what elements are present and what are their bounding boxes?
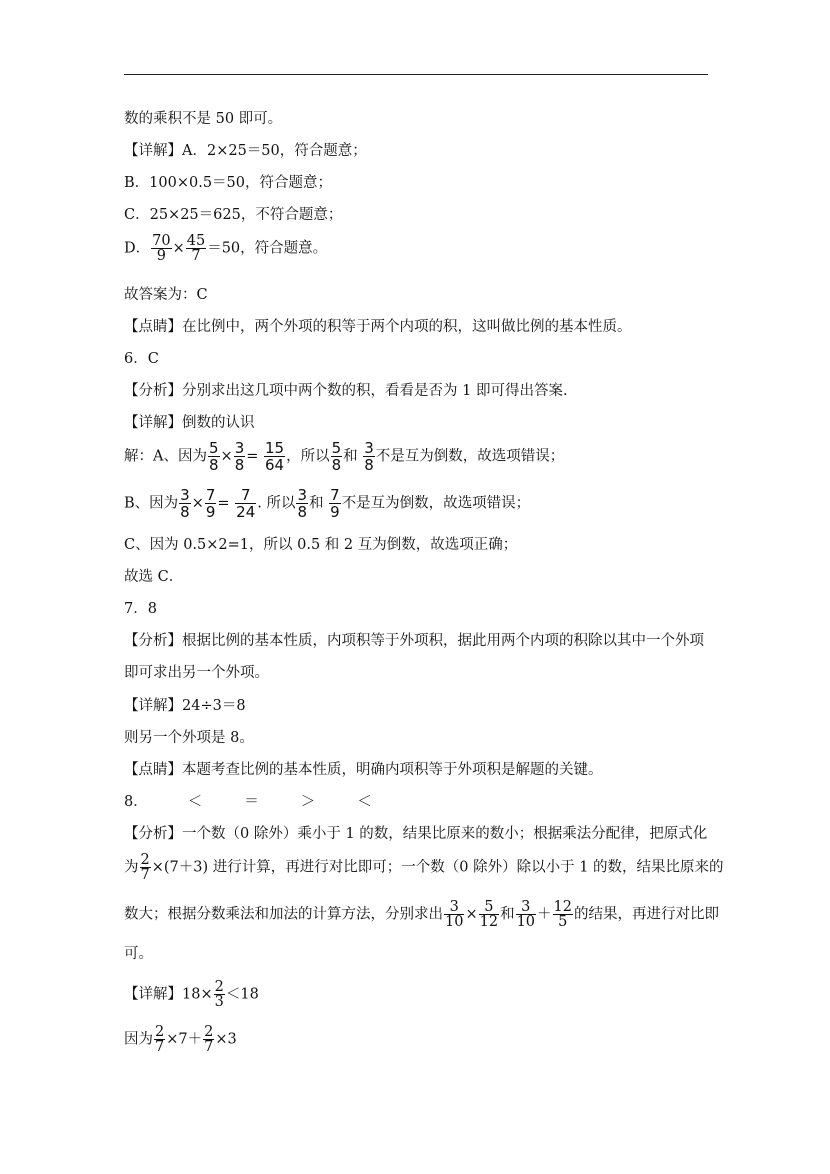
text-line-11: 解：A、因为 $\frac{5}{8}$ × $\frac{3}{8}$ = $\frac{15}{64}$ ，所以 $\frac{5}{8}$ 和 $\frac{3}{8}$ 不是互为倒数，故选项错误；	[124, 439, 565, 474]
text-line-22: 【分析】一个数（0 除外）乘小于 1 的数，结果比原来的数小；根据乘法分配律，把原式化	[124, 826, 708, 842]
text-line-4: C．25×25＝625，不符合题意；	[124, 207, 343, 223]
text-line-8: 6．C	[124, 351, 159, 367]
text-line-9: 【分析】分别求出这几项中两个数的积，看看是否为 1 即可得出答案.	[124, 383, 568, 399]
header-rule	[124, 74, 708, 75]
text-line-17: 即可求出另一个外项。	[124, 665, 269, 681]
text-line-3: B．100×0.5＝50，符合题意；	[124, 175, 332, 191]
text-line-15: 7．8	[124, 601, 157, 617]
text-line-20: 【点睛】本题考查比例的基本性质，明确内项积等于外项积是解题的关键。	[124, 762, 603, 778]
text-line-19: 则另一个外项是 8。	[124, 730, 254, 746]
text-line-16: 【分析】根据比例的基本性质，内项积等于外项积，据此用两个内项的积除以其中一个外项	[124, 633, 704, 649]
text-line-27: 因为 $\frac{2}{7}$ ×7＋ $\frac{2}{7}$ ×3	[124, 1024, 237, 1055]
text-line-26: 【详解】18× $\frac{2}{3}$ ＜18	[124, 979, 259, 1010]
text-line-23: 为 $\frac{2}{7}$ ×(7＋3) 进行计算，再进行对比即可；一个数（0 除外）除以小于 1 的数，结果比原来的	[124, 852, 724, 883]
text-line-5: D． $\frac{70}{9}$ × $\frac{45}{7}$ ＝50，符合题意。	[124, 233, 328, 264]
text-line-25: 可。	[124, 946, 153, 962]
text-line-1: 数的乘积不是 50 即可。	[124, 111, 283, 127]
fraction: $\frac{70}{9}$	[152, 233, 171, 264]
text-line-13: C、因为 0.5×2=1，所以 0.5 和 2 互为倒数，故选项正确；	[124, 537, 518, 553]
text-line-18: 【详解】24÷3＝8	[124, 698, 246, 714]
text-line-6: 故答案为：C	[124, 287, 208, 303]
fraction: $\frac{45}{7}$	[186, 233, 206, 264]
text-line-2: 【详解】A．2×25＝50，符合题意；	[124, 143, 367, 159]
text-line-10: 【详解】倒数的认识	[124, 415, 255, 431]
text-line-21: 8． ＜ ＝ ＞ ＜	[124, 794, 372, 810]
text-line-7: 【点睛】在比例中，两个外项的积等于两个内项的积，这叫做比例的基本性质。	[124, 319, 632, 335]
text-line-14: 故选 C．	[124, 569, 184, 585]
text-line-12: B、因为 $\frac{3}{8}$ × $\frac{7}{9}$ = $\frac{7}{24}$ . 所以 $\frac{3}{8}$ 和 $\frac{7}{9}$ 不是互为倒数，故选项错误；	[124, 486, 531, 521]
text-line-24: 数大；根据分数乘法和加法的计算方法，分别求出 $\frac{3}{10}$ × $\frac{5}{12}$ 和 $\frac{3}{10}$ ＋ $\frac{12}{5}$ 的结果，再进行对比即	[124, 899, 719, 930]
